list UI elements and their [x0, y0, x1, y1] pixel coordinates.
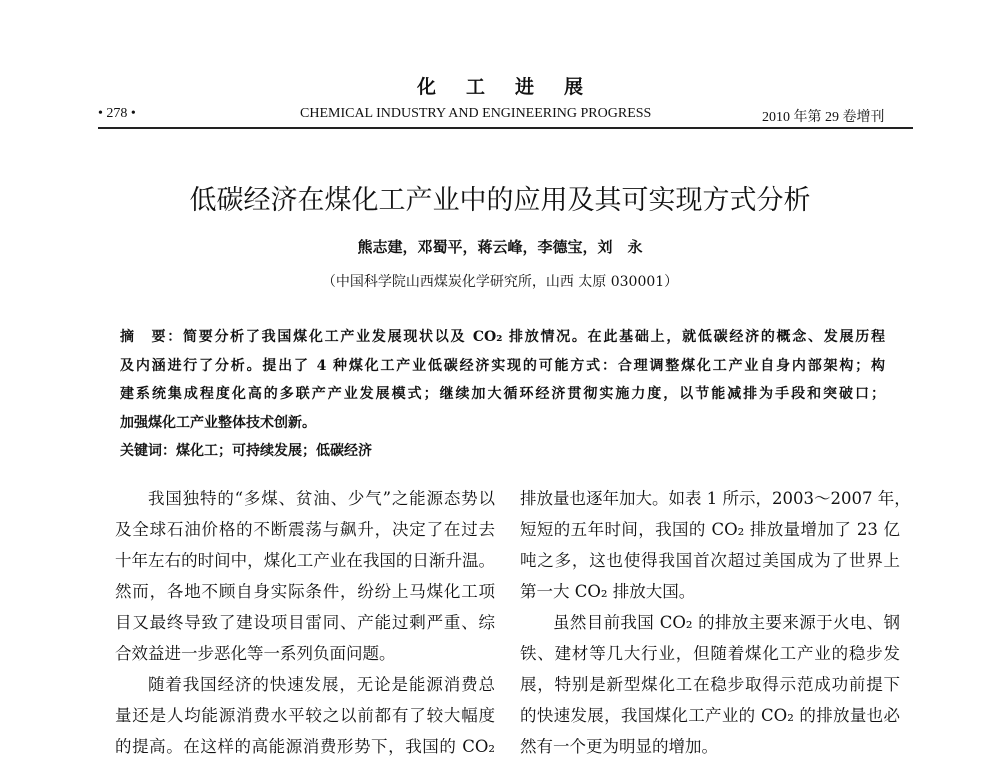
page-number: • 278 •: [98, 106, 136, 121]
keywords: 关键词：煤化工；可持续发展；低碳经济: [120, 443, 372, 459]
authors: 熊志建，邓蜀平，蒋云峰，李德宝，刘 永: [357, 238, 643, 256]
body-line: 铁、建材等几大行业，但随着煤化工产业的稳步发: [520, 644, 900, 663]
body-line: 排放量也逐年加大。如表 1 所示，2003～2007 年，: [520, 489, 911, 508]
body-line: 及全球石油价格的不断震荡与飙升，决定了在过去: [115, 520, 495, 539]
body-column-left: [115, 483, 495, 760]
body-line: 十年左右的时间中，煤化工产业在我国的日渐升温。: [115, 551, 495, 570]
body-line: 短短的五年时间，我国的 CO₂ 排放量增加了 23 亿: [520, 520, 900, 539]
body-line: 展，特别是新型煤化工在稳步取得示范成功前提下: [520, 675, 900, 694]
article-title: 低碳经济在煤化工产业中的应用及其可实现方式分析: [189, 185, 811, 216]
body-line: 第一大 CO₂ 排放大国。: [520, 582, 696, 601]
journal-name-english: CHEMICAL INDUSTRY AND ENGINEERING PROGRESS: [300, 106, 652, 121]
abstract-line: 加强煤化工产业整体技术创新。: [120, 414, 316, 431]
abstract-line: 建系统集成程度化高的多联产产业发展模式；继续加大循环经济贯彻实施力度，以节能减排为手段和突破口；: [120, 386, 885, 402]
abstract-line: 及内涵进行了分析。提出了 4 种煤化工产业低碳经济实现的可能方式：合理调整煤化工产业自身内部架构；构: [120, 357, 885, 374]
body-line: 吨之多，这也使得我国首次超过美国成为了世界上: [520, 551, 900, 570]
abstract-line: 摘 要：简要分析了我国煤化工产业发展现状以及 CO₂ 排放情况。在此基础上，就低碳经济的概念、发展历程: [120, 329, 885, 345]
body-line: 随着我国经济的快速发展，无论是能源消费总: [148, 675, 495, 694]
issue-info: 2010 年第 29 卷增刊: [762, 110, 885, 125]
affiliation: （中国科学院山西煤炭化学研究所，山西 太原 030001）: [321, 274, 679, 290]
abstract: [120, 323, 885, 466]
body-line: 的快速发展，我国煤化工产业的 CO₂ 的排放量也必: [520, 706, 900, 725]
body-line: 量还是人均能源消费水平较之以前都有了较大幅度: [115, 706, 495, 725]
body-line: 的提高。在这样的高能源消费形势下，我国的 CO₂: [115, 737, 495, 756]
body-line: 目又最终导致了建设项目雷同、产能过剩严重、综: [115, 613, 495, 632]
body-line: 合效益进一步恶化等一系列负面问题。: [115, 644, 396, 663]
body-column-right: [520, 483, 911, 760]
body-line: 然而，各地不顾自身实际条件，纷纷上马煤化工项: [115, 582, 495, 601]
body-line: 我国独特的“多煤、贫油、少气”之能源态势以: [148, 489, 495, 508]
header-rule: [98, 127, 913, 129]
body-line: 然有一个更为明显的增加。: [520, 737, 718, 756]
body-line: 虽然目前我国 CO₂ 的排放主要来源于火电、钢: [553, 613, 900, 632]
journal-name-chinese: 化工进展: [416, 76, 613, 98]
